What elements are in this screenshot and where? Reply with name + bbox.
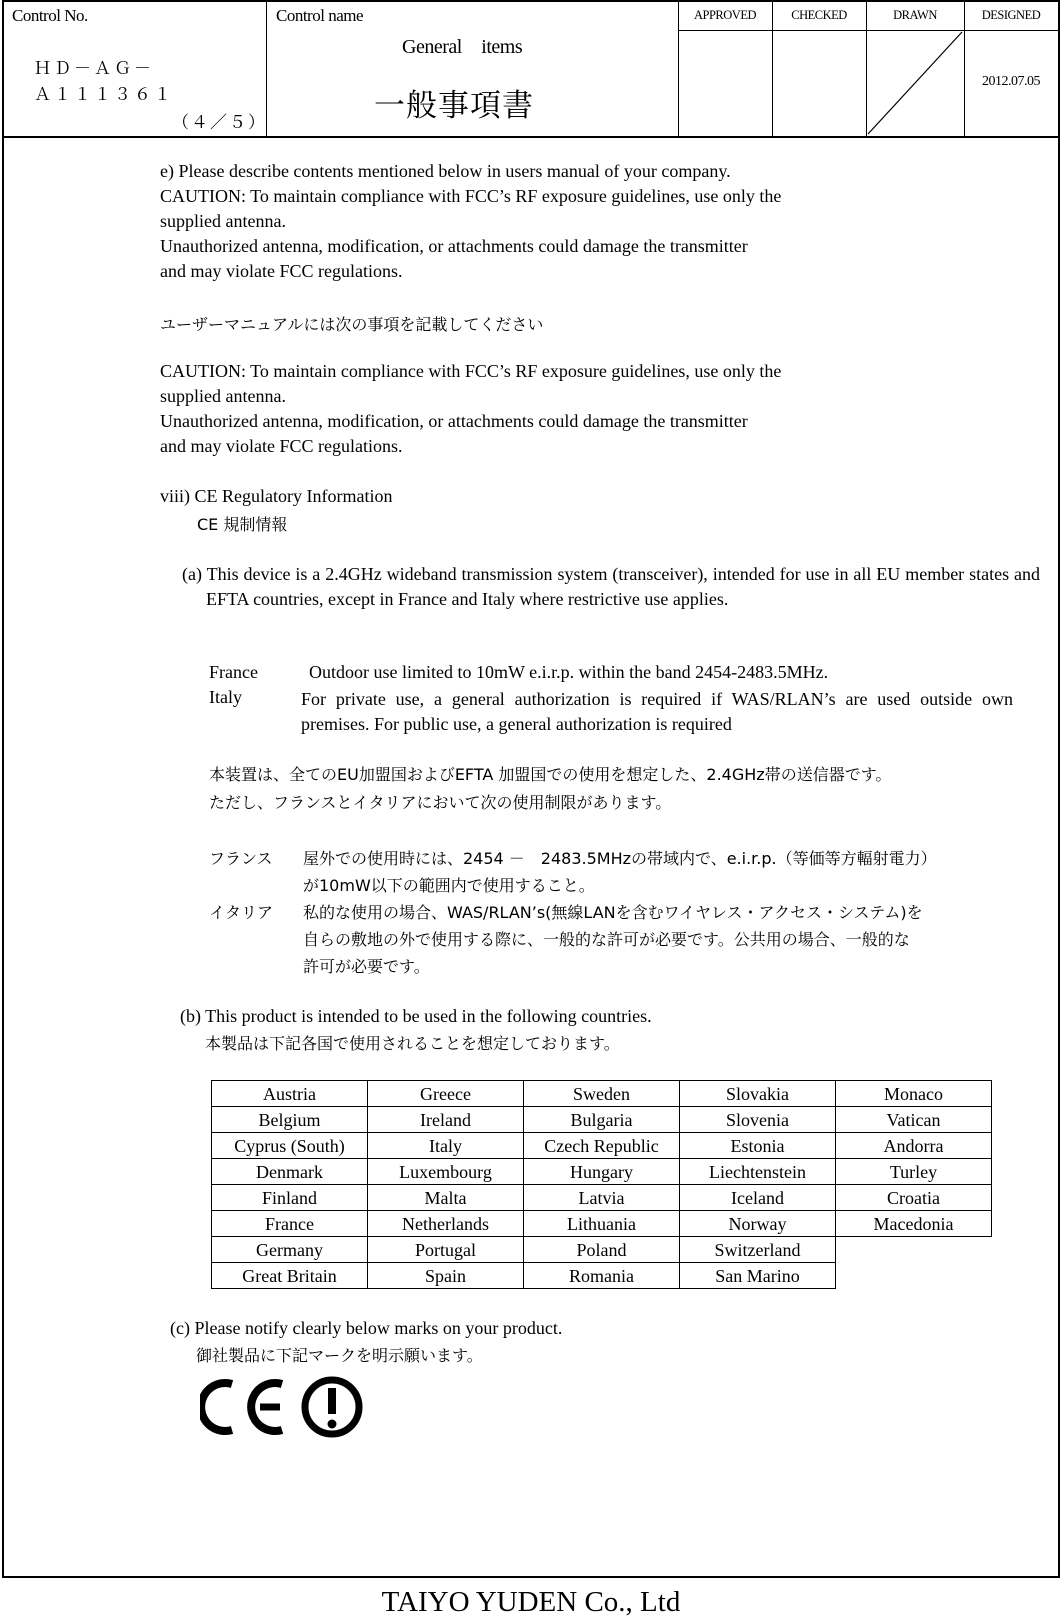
drawn-slash xyxy=(866,30,964,136)
page-indicator: （４／５） xyxy=(172,113,267,132)
country-cell: Norway xyxy=(680,1211,836,1237)
section-e-line9: and may violate FCC regulations. xyxy=(160,436,403,456)
section-e-line3: supplied antenna. xyxy=(160,211,286,231)
country-cell: France xyxy=(212,1211,368,1237)
country-cell: Hungary xyxy=(524,1159,680,1185)
section-e-line8: Unauthorized antenna, modification, or attachments could damage the transmitter xyxy=(160,411,748,431)
country-cell: Finland xyxy=(212,1185,368,1211)
checked-label: CHECKED xyxy=(791,8,847,22)
italy-ja-3: 許可が必要です。 xyxy=(303,957,430,976)
table-row xyxy=(212,1263,992,1289)
control-no-line2: Ａ１１１３６１ xyxy=(34,85,174,104)
country-cell: Lithuania xyxy=(524,1211,680,1237)
item-b-text: (b) This product is intended to be used in the following countries. xyxy=(180,1006,652,1026)
country-cell: Macedonia xyxy=(836,1211,992,1237)
france-ja-label: フランス xyxy=(209,849,273,868)
country-cell: Bulgaria xyxy=(524,1107,680,1133)
country-cell: Slovakia xyxy=(680,1081,836,1107)
country-cell: Turley xyxy=(836,1159,992,1185)
italy-ja-2: 自らの敷地の外で使用する際に、一般的な許可が必要です。公共用の場合、一般的な xyxy=(303,930,910,949)
country-cell: Poland xyxy=(524,1237,680,1263)
table-row xyxy=(212,1133,992,1159)
country-cell xyxy=(836,1237,992,1263)
country-cell: Portugal xyxy=(368,1237,524,1263)
country-cell: Croatia xyxy=(836,1185,992,1211)
section-e-line2: CAUTION: To maintain compliance with FCC’s RF exposure guidelines, use only the xyxy=(160,186,782,206)
country-cell: Andorra xyxy=(836,1133,992,1159)
company-footer: TAIYO YUDEN Co., Ltd xyxy=(381,1586,681,1618)
countries-table xyxy=(211,1080,992,1289)
section-e-line5: and may violate FCC regulations. xyxy=(160,261,403,281)
country-cell: Switzerland xyxy=(680,1237,836,1263)
country-cell: Germany xyxy=(212,1237,368,1263)
country-cell: Iceland xyxy=(680,1185,836,1211)
section-e-line7: supplied antenna. xyxy=(160,386,286,406)
country-cell xyxy=(836,1263,992,1289)
country-cell: Netherlands xyxy=(368,1211,524,1237)
country-cell: Slovenia xyxy=(680,1107,836,1133)
country-cell: Czech Republic xyxy=(524,1133,680,1159)
control-no-line1: ＨＤ－ＡＧ－ xyxy=(34,59,154,78)
drawn-label: DRAWN xyxy=(893,8,937,22)
control-name-ja: 一般事項書 xyxy=(374,88,534,124)
control-no-label: Control No. xyxy=(12,6,88,25)
item-a-ja2: ただし、フランスとイタリアにおいて次の使用制限があります。 xyxy=(209,793,672,812)
country-cell: Estonia xyxy=(680,1133,836,1159)
section-e-ja: ユーザーマニュアルには次の事項を記載してください xyxy=(160,315,544,334)
ce-marks xyxy=(200,1376,370,1438)
country-cell: Romania xyxy=(524,1263,680,1289)
designed-label: DESIGNED xyxy=(981,8,1041,22)
table-row xyxy=(212,1237,992,1263)
divider xyxy=(266,2,267,136)
table-row xyxy=(212,1211,992,1237)
alert-icon xyxy=(305,1380,359,1434)
italy-ja-label: イタリア xyxy=(209,903,274,922)
item-c-text: (c) Please notify clearly below marks on your product. xyxy=(170,1318,563,1338)
country-cell: Cyprus (South) xyxy=(212,1133,368,1159)
italy-text: For private use, a general authorization is required if WAS/RLAN’s are used outside own premises. For public use, a general authorization is required xyxy=(301,689,1013,734)
table-row xyxy=(212,1081,992,1107)
ce-section-title-ja: CE 規制情報 xyxy=(197,515,288,534)
country-cell: Luxembourg xyxy=(368,1159,524,1185)
ce-section-title: viii) CE Regulatory Information xyxy=(160,486,393,506)
country-cell: Ireland xyxy=(368,1107,524,1133)
control-name-en: General items xyxy=(402,36,523,58)
item-a-text: (a) This device is a 2.4GHz wideband transmission system (transceiver), intended for use in all EU member states and EFTA countries, except in France and Italy where restrictive use applies. xyxy=(182,564,1040,609)
country-cell: Sweden xyxy=(524,1081,680,1107)
country-cell: Greece xyxy=(368,1081,524,1107)
country-cell: Liechtenstein xyxy=(680,1159,836,1185)
item-b-ja: 本製品は下記各国で使用されることを想定しております。 xyxy=(205,1034,620,1053)
country-cell: Belgium xyxy=(212,1107,368,1133)
country-cell: Denmark xyxy=(212,1159,368,1185)
france-ja-2: が10mW以下の範囲内で使用すること。 xyxy=(303,876,595,895)
france-label: France xyxy=(209,662,258,682)
section-e-line4: Unauthorized antenna, modification, or attachments could damage the transmitter xyxy=(160,236,748,256)
italy-ja-1: 私的な使用の場合、WAS/RLAN’s(無線LANを含むワイヤレス・アクセス・システム)を xyxy=(303,903,923,922)
country-cell: San Marino xyxy=(680,1263,836,1289)
country-cell: Spain xyxy=(368,1263,524,1289)
control-name-label: Control name xyxy=(276,6,364,25)
country-cell: Malta xyxy=(368,1185,524,1211)
country-cell: Great Britain xyxy=(212,1263,368,1289)
section-e-line6: CAUTION: To maintain compliance with FCC’s RF exposure guidelines, use only the xyxy=(160,361,782,381)
france-ja-1: 屋外での使用時には、2454 － 2483.5MHzの帯域内で、e.i.r.p.（等価等方輻射電力） xyxy=(303,849,937,868)
table-row xyxy=(212,1107,992,1133)
table-row xyxy=(212,1185,992,1211)
france-text: Outdoor use limited to 10mW e.i.r.p. within the band 2454-2483.5MHz. xyxy=(309,662,829,682)
country-cell: Italy xyxy=(368,1133,524,1159)
ce-mark xyxy=(201,1383,282,1431)
designed-date: 2012.07.05 xyxy=(982,74,1040,89)
approved-label: APPROVED xyxy=(694,8,756,22)
country-cell: Austria xyxy=(212,1081,368,1107)
country-cell: Vatican xyxy=(836,1107,992,1133)
table-row xyxy=(212,1159,992,1185)
item-c-ja: 御社製品に下記マークを明示願います。 xyxy=(196,1346,483,1365)
italy-label: Italy xyxy=(209,687,242,707)
country-cell: Monaco xyxy=(836,1081,992,1107)
title-block xyxy=(4,2,1058,138)
country-cell: Latvia xyxy=(524,1185,680,1211)
section-e-line1: e) Please describe contents mentioned below in users manual of your company. xyxy=(160,161,731,181)
item-a-ja1: 本装置は、全てのEU加盟国およびEFTA 加盟国での使用を想定した、2.4GHz帯の送信器です。 xyxy=(209,765,892,784)
